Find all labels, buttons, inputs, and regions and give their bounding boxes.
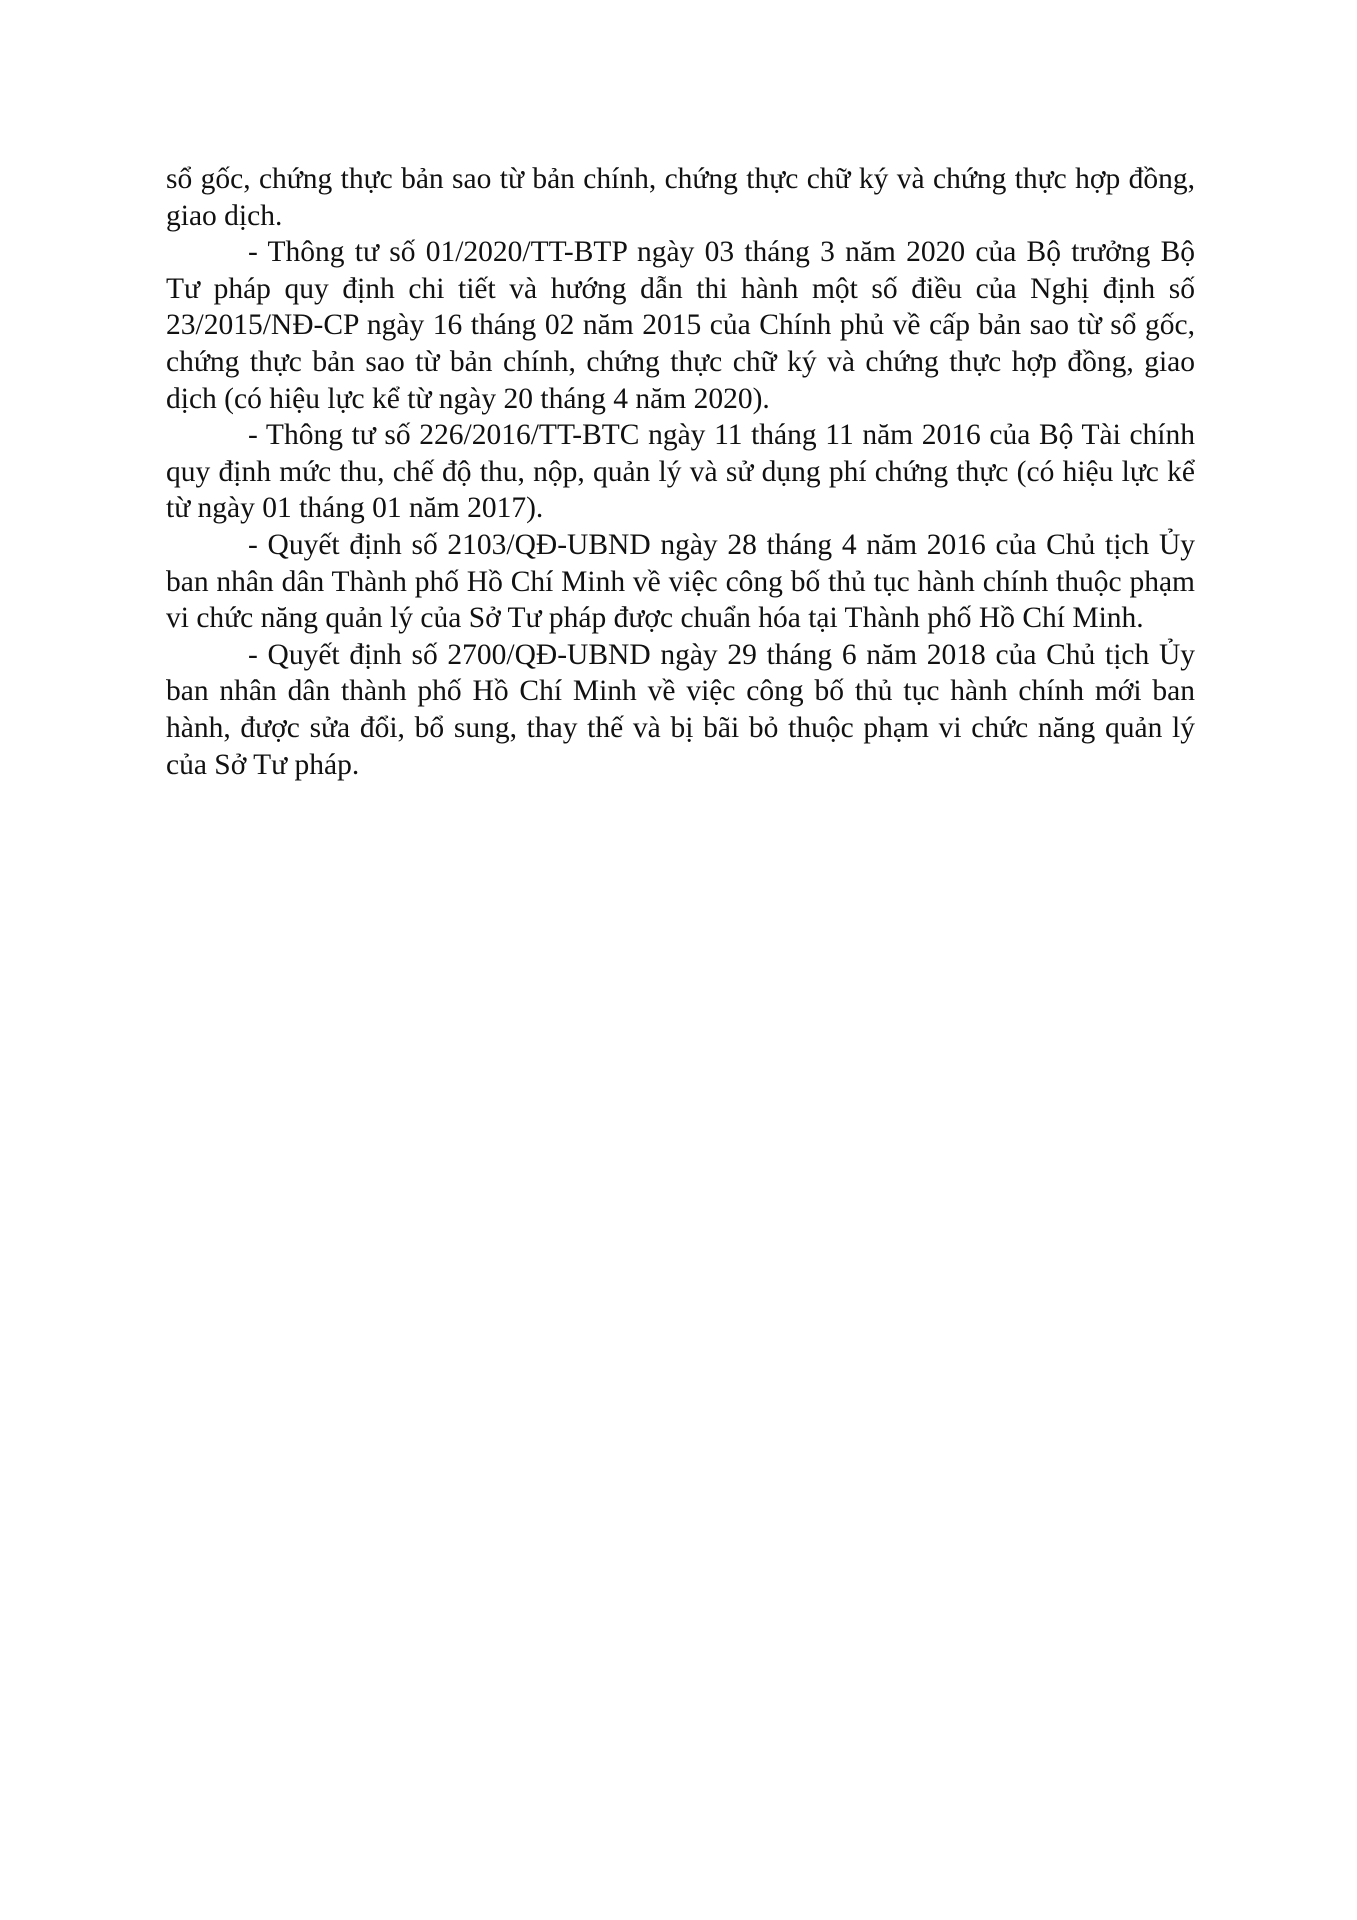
- paragraph-thong-tu-01-2020: - Thông tư số 01/2020/TT-BTP ngày 03 tháng 3 năm 2020 của Bộ trưởng Bộ Tư pháp quy định chi tiết và hướng dẫn thi hành một số điều của Nghị định số 23/2015/NĐ-CP ngày 16 tháng 02 năm 2015 của Chính phủ về cấp bản sao từ sổ gốc, chứng thực bản sao từ bản chính, chứng thực chữ ký và chứng thực hợp đồng, giao dịch (có hiệu lực kể từ ngày 20 tháng 4 năm 2020).: [166, 236, 1195, 415]
- paragraph-quyet-dinh-2103: - Quyết định số 2103/QĐ-UBND ngày 28 tháng 4 năm 2016 của Chủ tịch Ủy ban nhân dân Thành phố Hồ Chí Minh về việc công bố thủ tục hành chính thuộc phạm vi chức năng quản lý của Sở Tư pháp được chuẩn hóa tại Thành phố Hồ Chí Minh.: [166, 528, 1195, 635]
- document-body: [166, 161, 1195, 783]
- paragraph-continuation: sổ gốc, chứng thực bản sao từ bản chính, chứng thực chữ ký và chứng thực hợp đồng, giao dịch.: [166, 163, 1195, 232]
- paragraph-thong-tu-226-2016: - Thông tư số 226/2016/TT-BTC ngày 11 tháng 11 năm 2016 của Bộ Tài chính quy định mức thu, chế độ thu, nộp, quản lý và sử dụng phí chứng thực (có hiệu lực kể từ ngày 01 tháng 01 năm 2017).: [166, 419, 1195, 525]
- paragraph-quyet-dinh-2700: - Quyết định số 2700/QĐ-UBND ngày 29 tháng 6 năm 2018 của Chủ tịch Ủy ban nhân dân thành phố Hồ Chí Minh về việc công bố thủ tục hành chính mới ban hành, được sửa đổi, bổ sung, thay thế và bị bãi bỏ thuộc phạm vi chức năng quản lý của Sở Tư pháp.: [166, 638, 1195, 781]
